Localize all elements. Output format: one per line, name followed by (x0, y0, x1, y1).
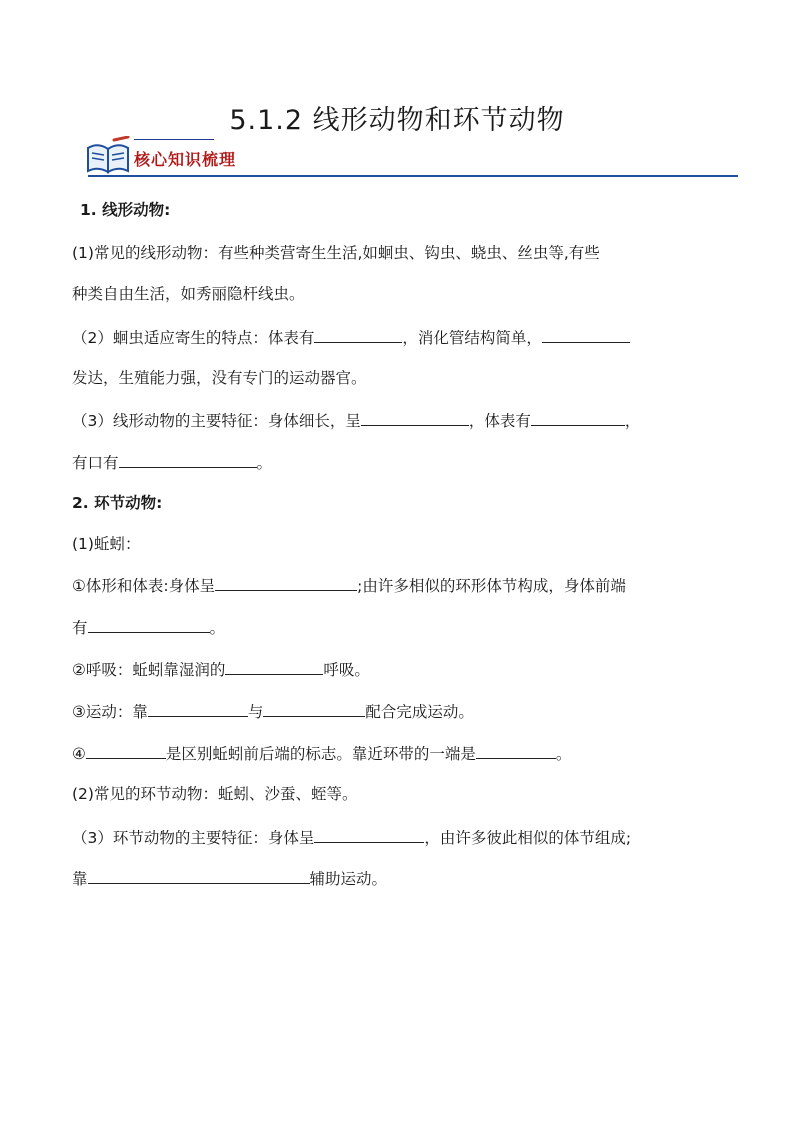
text: 配合完成运动。 (365, 703, 474, 721)
fill-blank[interactable] (225, 659, 323, 675)
s2-p3-line2 (72, 868, 387, 889)
text: ， (624, 412, 641, 430)
text: ;由许多相似的环形体节构成，身体前端 (357, 577, 626, 595)
text: （2）蛔虫适应寄生的特点：体表有 (72, 329, 315, 347)
s2-c1-line1 (72, 575, 626, 596)
text: 有 (72, 619, 88, 637)
s1-p1-line1: (1)常见的线形动物：有些种类营寄生生活,如蛔虫、钩虫、蛲虫、丝虫等,有些 (72, 244, 600, 262)
text: 是区别蚯蚓前后端的标志。靠近环带的一端是 (165, 745, 476, 763)
banner-top-rule (134, 139, 214, 140)
text: ③运动：靠 (72, 703, 148, 721)
fill-blank[interactable] (314, 327, 402, 343)
fill-blank[interactable] (314, 827, 424, 843)
fill-blank[interactable] (88, 868, 310, 884)
text: ，体表有 (468, 412, 531, 430)
page-title: 5.1.2 线形动物和环节动物 (229, 105, 565, 136)
s2-c2 (72, 659, 370, 680)
banner-bottom-rule (88, 175, 738, 177)
s2-c3 (72, 701, 474, 722)
text: 。 (256, 454, 273, 472)
s1-p3-line1 (72, 410, 640, 431)
text: ①体形和体表:身体呈 (72, 577, 216, 595)
text: 呼吸。 (323, 661, 370, 679)
banner-label: 核心知识梳理 (134, 150, 237, 169)
s2-c1-line2 (72, 617, 225, 638)
text: 。 (555, 745, 572, 763)
fill-blank[interactable] (119, 452, 257, 468)
s1-p1-line2: 种类自由生活，如秀丽隐杆线虫。 (72, 285, 305, 303)
s2-p1: (1)蚯蚓： (72, 535, 141, 553)
fill-blank[interactable] (215, 575, 357, 591)
fill-blank[interactable] (476, 743, 556, 759)
text: 与 (247, 703, 264, 721)
fill-blank[interactable] (148, 701, 248, 717)
fill-blank[interactable] (86, 743, 166, 759)
text: （3）环节动物的主要特征：身体呈 (72, 829, 315, 847)
text: 。 (209, 619, 226, 637)
section-banner (84, 136, 738, 180)
section-2-heading: 2. 环节动物: (72, 494, 163, 512)
s1-p2-line1 (72, 327, 630, 348)
section-1-heading: 1. 线形动物: (80, 201, 171, 219)
s2-c4 (72, 743, 571, 764)
text: 靠 (72, 870, 88, 888)
text: ④ (72, 745, 86, 763)
text: ，消化管结构简单， (402, 329, 542, 347)
fill-blank[interactable] (88, 617, 210, 633)
text: （3）线形动物的主要特征：身体细长，呈 (72, 412, 361, 430)
fill-blank[interactable] (361, 410, 469, 426)
open-book-icon (84, 136, 132, 176)
text: ，由许多彼此相似的体节组成; (424, 829, 632, 847)
fill-blank[interactable] (531, 410, 625, 426)
s1-p3-line2 (72, 452, 272, 473)
s2-p3-line1 (72, 827, 631, 848)
s2-p2: (2)常见的环节动物：蚯蚓、沙蚕、蛭等。 (72, 785, 358, 803)
text: 有口有 (72, 454, 119, 472)
fill-blank[interactable] (263, 701, 365, 717)
text: 辅助运动。 (309, 870, 388, 888)
fill-blank[interactable] (542, 327, 630, 343)
s1-p2-line2: 发达，生殖能力强，没有专门的运动器官。 (72, 369, 367, 387)
text: ②呼吸：蚯蚓靠湿润的 (72, 661, 226, 679)
